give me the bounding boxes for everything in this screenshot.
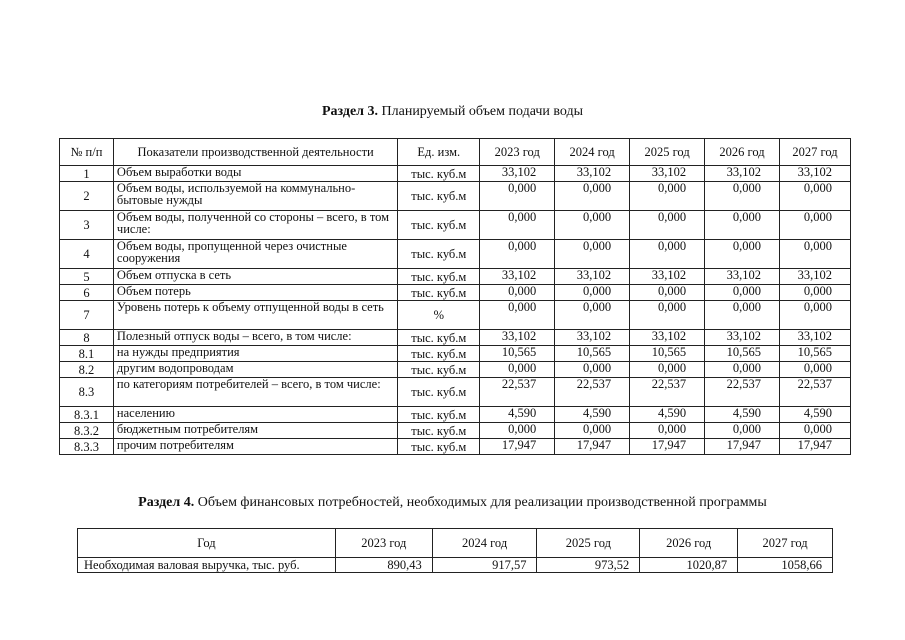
row-number: 8 (60, 330, 114, 346)
unit-cell: тыс. куб.м (398, 423, 480, 439)
section4-title-number: Раздел 4. (138, 495, 195, 510)
value-cell: 0,000 (480, 423, 555, 439)
value-cell: 1020,87 (640, 558, 738, 573)
row-number: 8.3.3 (60, 439, 114, 455)
value-cell: 33,102 (780, 330, 851, 346)
col-header-2023: 2023 год (335, 529, 432, 558)
table-row (60, 407, 851, 423)
value-cell: 10,565 (630, 346, 705, 362)
indicator-name: Объем воды, полученной со стороны – всего, в том числе: (113, 211, 397, 240)
water-supply-table (59, 138, 851, 455)
value-cell: 22,537 (705, 378, 780, 407)
col-header-num: № п/п (60, 139, 114, 166)
section3-title (0, 104, 905, 120)
unit-cell: тыс. куб.м (398, 182, 480, 211)
row-label: Необходимая валовая выручка, тыс. руб. (78, 558, 336, 573)
value-cell: 0,000 (780, 211, 851, 240)
indicator-name: Объем выработки воды (113, 166, 397, 182)
indicator-name: Полезный отпуск воды – всего, в том числе: (113, 330, 397, 346)
unit-cell: тыс. куб.м (398, 211, 480, 240)
value-cell: 0,000 (780, 182, 851, 211)
value-cell: 0,000 (555, 182, 630, 211)
table-row (60, 285, 851, 301)
value-cell: 33,102 (705, 269, 780, 285)
col-header-2024: 2024 год (432, 529, 537, 558)
value-cell: 0,000 (780, 362, 851, 378)
unit-cell: тыс. куб.м (398, 166, 480, 182)
row-number: 4 (60, 240, 114, 269)
row-number: 6 (60, 285, 114, 301)
value-cell: 33,102 (630, 269, 705, 285)
value-cell: 0,000 (480, 182, 555, 211)
table-row (60, 301, 851, 330)
value-cell: 4,590 (555, 407, 630, 423)
value-cell: 0,000 (630, 301, 705, 330)
indicator-name: Уровень потерь к объему отпущенной воды в сеть (113, 301, 397, 330)
value-cell: 4,590 (780, 407, 851, 423)
value-cell: 33,102 (555, 269, 630, 285)
table-row (60, 378, 851, 407)
unit-cell: тыс. куб.м (398, 285, 480, 301)
section3-title-text: Планируемый объем подачи воды (378, 104, 584, 119)
indicator-name: на нужды предприятия (113, 346, 397, 362)
table-row (60, 439, 851, 455)
row-number: 3 (60, 211, 114, 240)
section4-title-text: Объем финансовых потребностей, необходимых для реализации производственной программы (194, 495, 767, 510)
value-cell: 0,000 (780, 285, 851, 301)
table-row (60, 346, 851, 362)
value-cell: 0,000 (630, 211, 705, 240)
value-cell: 10,565 (780, 346, 851, 362)
unit-cell: тыс. куб.м (398, 346, 480, 362)
table-row (60, 423, 851, 439)
value-cell: 33,102 (630, 330, 705, 346)
table-row (60, 240, 851, 269)
value-cell: 17,947 (630, 439, 705, 455)
row-number: 8.1 (60, 346, 114, 362)
indicator-name: Объем воды, пропущенной через очистные сооружения (113, 240, 397, 269)
table-row (60, 330, 851, 346)
unit-cell: % (398, 301, 480, 330)
col-header-2025: 2025 год (630, 139, 705, 166)
col-header-2024: 2024 год (555, 139, 630, 166)
value-cell: 917,57 (432, 558, 537, 573)
unit-cell: тыс. куб.м (398, 330, 480, 346)
col-header-2027: 2027 год (738, 529, 833, 558)
value-cell: 0,000 (555, 301, 630, 330)
indicator-name: по категориям потребителей – всего, в том числе: (113, 378, 397, 407)
value-cell: 0,000 (630, 182, 705, 211)
value-cell: 4,590 (480, 407, 555, 423)
value-cell: 973,52 (537, 558, 640, 573)
value-cell: 0,000 (555, 362, 630, 378)
value-cell: 0,000 (705, 211, 780, 240)
row-number: 8.3 (60, 378, 114, 407)
value-cell: 33,102 (780, 269, 851, 285)
value-cell: 22,537 (480, 378, 555, 407)
value-cell: 0,000 (705, 423, 780, 439)
value-cell: 4,590 (630, 407, 705, 423)
section4-title (0, 495, 905, 511)
value-cell: 17,947 (780, 439, 851, 455)
value-cell: 22,537 (630, 378, 705, 407)
value-cell: 0,000 (630, 285, 705, 301)
col-header-indicator: Показатели производственной деятельности (113, 139, 397, 166)
unit-cell: тыс. куб.м (398, 362, 480, 378)
row-number: 8.2 (60, 362, 114, 378)
value-cell: 0,000 (705, 285, 780, 301)
value-cell: 33,102 (480, 166, 555, 182)
indicator-name: прочим потребителям (113, 439, 397, 455)
row-number: 2 (60, 182, 114, 211)
row-number: 1 (60, 166, 114, 182)
value-cell: 33,102 (555, 330, 630, 346)
col-header-unit: Ед. изм. (398, 139, 480, 166)
indicator-name: другим водопроводам (113, 362, 397, 378)
value-cell: 0,000 (555, 240, 630, 269)
value-cell: 0,000 (555, 285, 630, 301)
value-cell: 0,000 (705, 182, 780, 211)
value-cell: 33,102 (630, 166, 705, 182)
col-header-2023: 2023 год (480, 139, 555, 166)
indicator-name: Объем отпуска в сеть (113, 269, 397, 285)
value-cell: 33,102 (480, 269, 555, 285)
unit-cell: тыс. куб.м (398, 407, 480, 423)
value-cell: 17,947 (705, 439, 780, 455)
value-cell: 0,000 (780, 240, 851, 269)
indicator-name: населению (113, 407, 397, 423)
value-cell: 0,000 (555, 423, 630, 439)
table-row (78, 558, 833, 573)
indicator-name: Объем воды, используемой на коммунально-бытовые нужды (113, 182, 397, 211)
value-cell: 890,43 (335, 558, 432, 573)
col-header-2025: 2025 год (537, 529, 640, 558)
value-cell: 1058,66 (738, 558, 833, 573)
value-cell: 0,000 (705, 301, 780, 330)
table-row (60, 166, 851, 182)
value-cell: 0,000 (705, 240, 780, 269)
unit-cell: тыс. куб.м (398, 269, 480, 285)
table-row (60, 211, 851, 240)
indicator-name: Объем потерь (113, 285, 397, 301)
col-header-2026: 2026 год (640, 529, 738, 558)
value-cell: 33,102 (705, 166, 780, 182)
value-cell: 0,000 (780, 423, 851, 439)
value-cell: 0,000 (480, 362, 555, 378)
value-cell: 22,537 (555, 378, 630, 407)
value-cell: 22,537 (780, 378, 851, 407)
col-header-2026: 2026 год (705, 139, 780, 166)
table-row (60, 182, 851, 211)
value-cell: 0,000 (480, 240, 555, 269)
value-cell: 17,947 (480, 439, 555, 455)
value-cell: 0,000 (630, 240, 705, 269)
value-cell: 0,000 (780, 301, 851, 330)
row-number: 8.3.1 (60, 407, 114, 423)
indicator-name: бюджетным потребителям (113, 423, 397, 439)
col-header-2027: 2027 год (780, 139, 851, 166)
table-header-row (60, 139, 851, 166)
col-header-year: Год (78, 529, 336, 558)
row-number: 5 (60, 269, 114, 285)
value-cell: 10,565 (555, 346, 630, 362)
value-cell: 0,000 (630, 423, 705, 439)
value-cell: 0,000 (480, 211, 555, 240)
value-cell: 4,590 (705, 407, 780, 423)
value-cell: 0,000 (480, 285, 555, 301)
row-number: 8.3.2 (60, 423, 114, 439)
table-row (60, 269, 851, 285)
section3-title-number: Раздел 3. (321, 104, 379, 119)
unit-cell: тыс. куб.м (398, 240, 480, 269)
table-row (60, 362, 851, 378)
value-cell: 0,000 (555, 211, 630, 240)
value-cell: 33,102 (480, 330, 555, 346)
value-cell: 10,565 (705, 346, 780, 362)
value-cell: 0,000 (630, 362, 705, 378)
value-cell: 0,000 (480, 301, 555, 330)
value-cell: 0,000 (705, 362, 780, 378)
table-header-row (78, 529, 833, 558)
value-cell: 17,947 (555, 439, 630, 455)
value-cell: 33,102 (705, 330, 780, 346)
unit-cell: тыс. куб.м (398, 378, 480, 407)
financial-needs-table (77, 528, 833, 573)
row-number: 7 (60, 301, 114, 330)
value-cell: 33,102 (780, 166, 851, 182)
unit-cell: тыс. куб.м (398, 439, 480, 455)
value-cell: 10,565 (480, 346, 555, 362)
value-cell: 33,102 (555, 166, 630, 182)
